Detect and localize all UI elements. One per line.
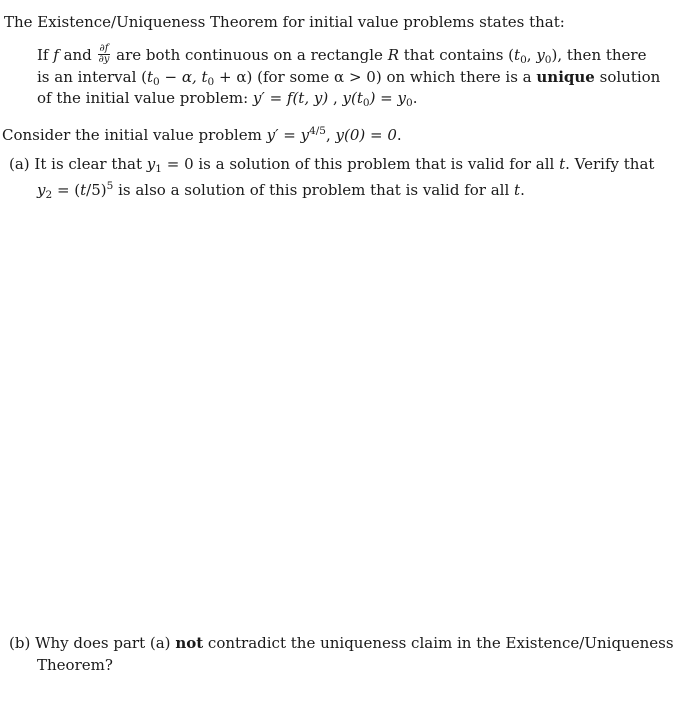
math-y: y (536, 46, 545, 64)
intro-line (4, 12, 565, 32)
text: Why does part (a) (30, 634, 176, 652)
part-b-label: (b) (9, 634, 31, 652)
sub: 0 (544, 54, 552, 66)
math-y: y (37, 181, 46, 199)
text: is an interval ( (37, 68, 148, 86)
initial-condition: y(0) = 0 (335, 126, 397, 144)
sub: 2 (45, 189, 53, 201)
text: . (396, 126, 402, 144)
partial-fraction (98, 44, 111, 65)
math-t: t (514, 46, 521, 64)
sub: 0 (520, 54, 527, 66)
text: = 0 is a solution of this problem that is valid for all (161, 155, 560, 173)
part-b-line-2 (37, 655, 113, 675)
not-bold: not (175, 634, 204, 652)
part-b-line-1 (9, 633, 674, 653)
text: Consider the initial value problem (2, 126, 267, 144)
text: is also a solution of this problem that is valid for all (113, 181, 515, 199)
text: of the initial value problem: (37, 89, 253, 107)
ode: y′ = y (266, 126, 310, 144)
initial-condition: y(t (342, 89, 363, 107)
problem-statement (2, 121, 402, 145)
intro-text: The Existence/Uniqueness Theorem for initial value problems states that: (4, 13, 565, 31)
math-t: t (147, 68, 154, 86)
sub: 0 (362, 97, 370, 109)
text: . (520, 181, 525, 199)
math-t: t (514, 181, 521, 199)
math-R: R (387, 46, 399, 64)
text: , (325, 126, 336, 144)
text: , (526, 46, 537, 64)
text: It is clear that (29, 155, 147, 173)
part-a-label: (a) (9, 155, 30, 173)
unique-bold: unique (536, 68, 595, 86)
text: are both continuous on a rectangle (111, 46, 388, 64)
frac-den: ∂y (98, 53, 110, 65)
text: , (328, 89, 343, 107)
text: + α) (for some α > 0) on which there is a (214, 68, 537, 86)
text: contradict the uniqueness claim in the Existence/Uniqueness (203, 634, 674, 652)
text: ), then there (551, 46, 647, 64)
text: solution (594, 68, 661, 86)
math-t: t (80, 181, 87, 199)
math-t: t (559, 155, 566, 173)
exponent: 5 (106, 180, 114, 192)
text: /5) (86, 181, 107, 199)
math-t: t (201, 68, 208, 86)
text: that contains ( (399, 46, 515, 64)
text: Theorem? (37, 656, 113, 674)
exponent: 4/5 (309, 125, 326, 137)
sub: 0 (153, 76, 160, 88)
math-f: f (53, 46, 59, 64)
text: . Verify that (565, 155, 655, 173)
text: = ( (52, 181, 81, 199)
math-y: y (146, 155, 156, 173)
initial-condition: ) = y (369, 89, 406, 107)
sub: 1 (155, 163, 162, 175)
text: If (37, 46, 54, 64)
text: . (412, 89, 418, 107)
part-a-line-2 (37, 176, 525, 205)
theorem-line-3 (37, 88, 417, 113)
sub: 0 (207, 76, 215, 88)
frac-num: ∂f (99, 42, 109, 54)
sub: 0 (406, 97, 413, 109)
math: − α, (159, 68, 202, 86)
equation: y′ = f(t, y) (252, 89, 329, 107)
text: and (58, 46, 97, 64)
